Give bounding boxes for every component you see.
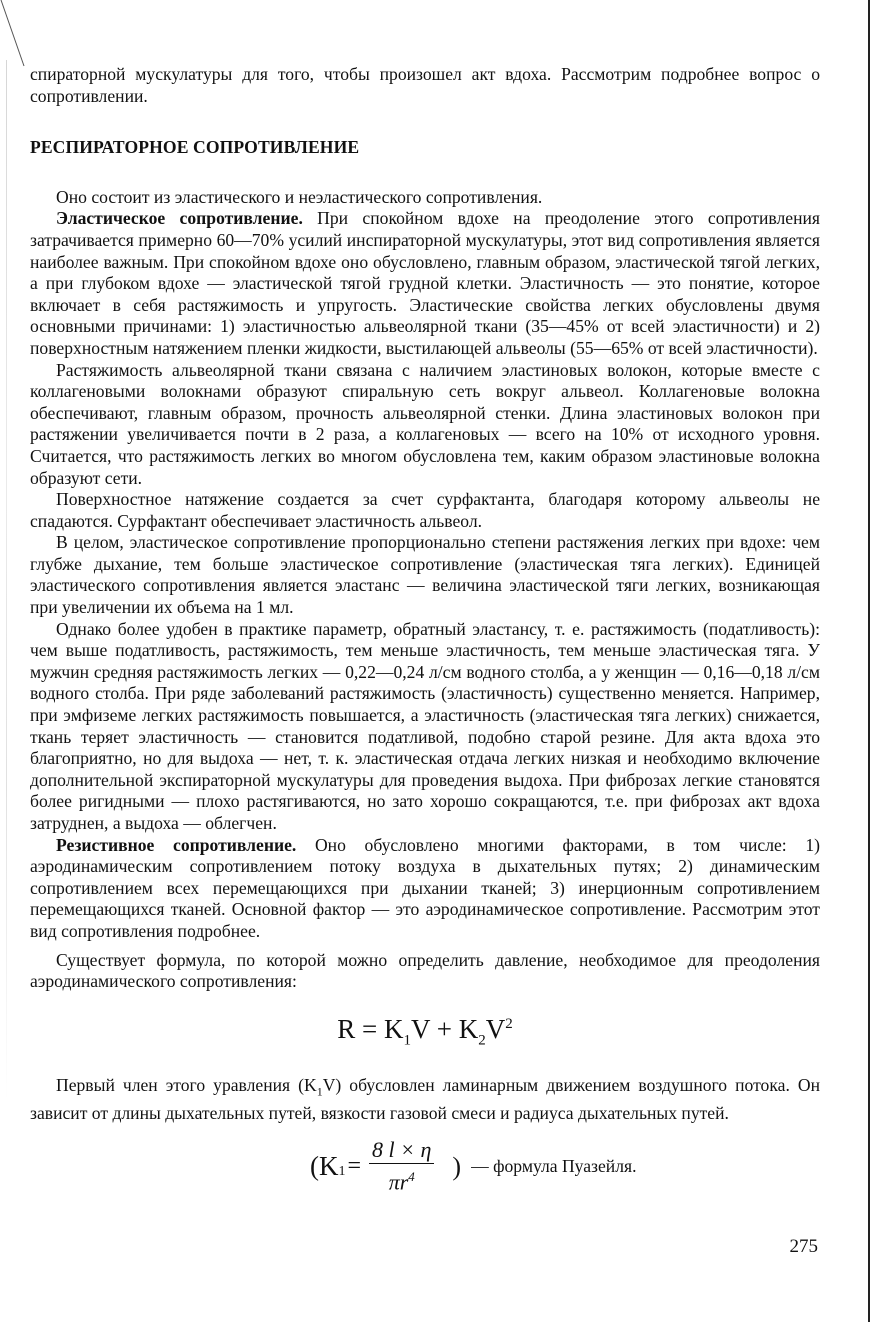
paragraph-6: Однако более удобен в практике параметр, обратный эластансу, т. е. растяжимость (податливость): чем выше податливость, растяжимость, тем меньше эластичность, тем меньше эластическая тяга. У мужчин средняя растяжимость легких — 0,22—0,24 л/см водного столба, а у женщин — 0,16—0,18 л/см водного столба. При ряде заболеваний растяжимость (эластичность) существенно меняется. Например, при эмфиземе легких растяжимость повышается, а эластичность (эластическая тяга легких) снижается, ткань теряет эластичность — становится податливой, подобно старой резине. Для акта вдоха это благоприятно, но для выдоха — нет, т. к. эластическая отдача легких низкая и необходимо включение дополнительной экспираторной мускулатуры для проведения выдоха. При фиброзах легкие становятся более ригидными — плохо растягиваются, но зато хорошо сокращаются, т.е. при фиброзах акт вдоха затруднен, а выдоха — облегчен. xyxy=(30,618,820,833)
poiseuille-caption: — формула Пуазейля. xyxy=(471,1156,637,1177)
paragraph-3: Растяжимость альвеолярной ткани связана с наличием эластиновых волокон, которые вместе с коллагеновыми волокнами образуют спиральную сеть вокруг альвеол. Коллагеновые волокна обеспечивают, главным образом, прочность альвеолярной стенки. Длина эластиновых волокон при растяжении увеличивается почти в 2 раза, а коллагеновых — всего на 10% от исходного уровня. Считается, что растяжимость легких во многом обусловлена тем, каким образом эластиновые волокна образуют сети. xyxy=(30,359,820,488)
poiseuille-fraction xyxy=(369,1138,434,1195)
page-number: 275 xyxy=(789,1236,818,1257)
formula-k2-sub: 2 xyxy=(478,1032,486,1049)
scan-artifact-diagonal xyxy=(0,0,30,70)
paragraph-7-lead: Резистивное сопротивление. xyxy=(56,834,297,855)
paragraph-7 xyxy=(30,835,820,943)
intro-paragraph: спираторной мускулатуры для того, чтобы произошел акт вдоха. Рассмотрим подробнее вопрос о сопротивлении. xyxy=(30,64,820,106)
formula-aerodynamic xyxy=(30,1007,820,1057)
poiseuille-denominator xyxy=(389,1164,415,1195)
page-body xyxy=(30,64,820,1199)
paragraph-5: В целом, эластическое сопротивление пропорционально степени растяжения легких при вдохе: чем глубже дыхание, тем больше эластическое сопротивление (эластическая тяга легких). Единицей эластического сопротивления является эластанс — величина эластической тяги легких, возникающая при увеличении их объема на 1 мл. xyxy=(30,532,820,618)
paragraph-8: Существует формула, по которой можно определить давление, необходимое для преодоления аэродинамического сопротивления: xyxy=(30,949,820,992)
poiseuille-numerator: 8 l × η xyxy=(369,1138,434,1164)
formula-poiseuille xyxy=(30,1135,820,1199)
scan-artifact-left-edge xyxy=(6,60,7,1100)
paragraph-9-part-b: V) обусловлен ламинарным движением воздушного потока. Он зависит от длины дыхательных путей, вязкости газовой смеси и радиуса дыхательных путей. xyxy=(30,1075,820,1124)
section-heading: РЕСПИРАТОРНОЕ СОПРОТИВЛЕНИЕ xyxy=(30,137,360,158)
poiseuille-equals: = xyxy=(347,1153,362,1180)
formula-mid: V + K xyxy=(410,1013,479,1044)
poiseuille-open: (K xyxy=(310,1151,339,1182)
formula-k1-sub: 1 xyxy=(403,1032,411,1049)
paragraph-9 xyxy=(30,1075,820,1125)
paragraph-1: Оно состоит из эластического и неэластического сопротивления. xyxy=(56,186,543,207)
paragraph-2-lead: Эластическое сопротивление. xyxy=(56,208,303,229)
paragraph-7-text: Оно обусловлено многими факторами, в том числе: 1) аэродинамическим сопротивлением потоку воздуха в дыхательных путях; 2) динамическим сопротивлением всех перемещающихся при дыхании тканей; 3) инерционным сопротивлением перемещающихся тканей. Основной фактор — это аэродинамическое сопротивление. Рассмотрим этот вид сопротивления подробнее. xyxy=(30,834,820,941)
poiseuille-denominator-base: πr xyxy=(388,1169,409,1195)
formula-lhs: R = K xyxy=(337,1013,404,1044)
paragraph-9-part-a: Первый член этого уравления (K xyxy=(56,1075,317,1096)
paragraph-2 xyxy=(30,208,820,359)
paragraph-2-text: При спокойном вдохе на преодоление этого сопротивления затрачивается примерно 60—70% усилий инспираторной мускулатуры, этот вид сопротивления является наиболее важным. При спокойном вдохе оно обусловлено, главным образом, эластической тягой легких, а при глубоком вдохе — эластической тягой грудной клетки. Эластичность — это понятие, которое включает в себя растяжимость и упругость. Эластические свойства легких обусловлены двумя основными причинами: 1) эластичностью альвеолярной ткани (35—45% от всей эластичности) и 2) поверхностным натяжением пленки жидкости, выстилающей альвеолы (55—65% от всей эластичности). xyxy=(30,208,820,358)
scan-artifact-right-edge xyxy=(868,0,870,1322)
formula-v: V xyxy=(485,1013,506,1044)
paragraph-9-sub: 1 xyxy=(316,1084,323,1099)
poiseuille-close: ) xyxy=(452,1152,462,1182)
paragraph-4: Поверхностное натяжение создается за счет сурфактанта, благодаря которому альвеолы не спадаются. Сурфактант обеспечивает эластичность альвеол. xyxy=(30,489,820,531)
poiseuille-k-sub: 1 xyxy=(338,1164,346,1180)
formula-sup: 2 xyxy=(505,1015,513,1032)
poiseuille-denominator-sup: 4 xyxy=(408,1169,415,1185)
